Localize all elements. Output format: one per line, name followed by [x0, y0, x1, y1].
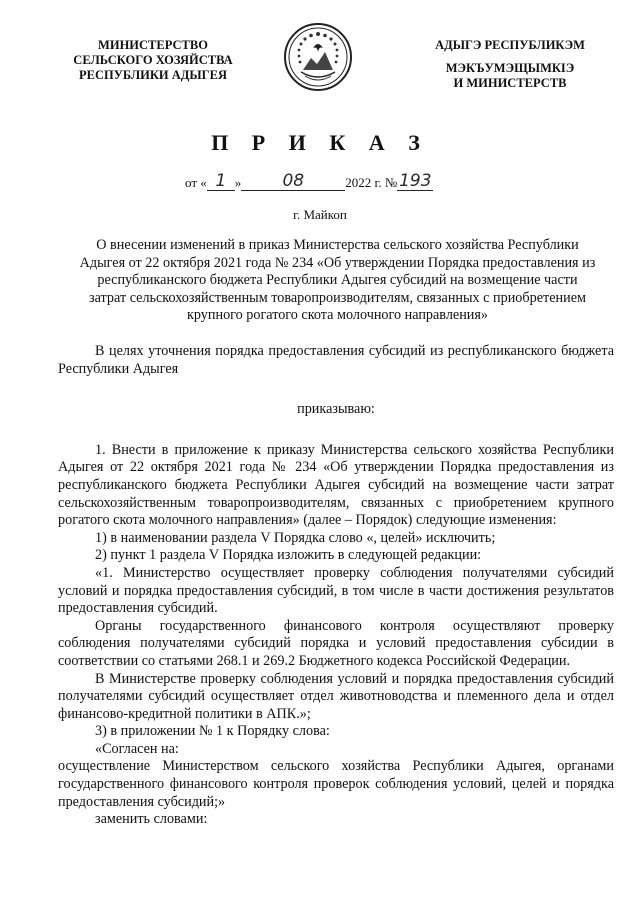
document-title: П Р И К А З: [211, 130, 429, 155]
subject-line: крупного рогатого скота молочного направления»: [186, 307, 489, 323]
subject-line: Адыгея от 22 октября 2021 года № 234 «Об утверждении Порядка предоставления из: [79, 254, 596, 271]
paragraph-1-item-4: заменить словами:: [95, 811, 208, 828]
paragraph-1: 1. Внести в приложение к приказу Министерства сельского хозяйства Республики Адыгея от 22 октября 2021 года № 234 «Об утверждении Порядка предоставления из республиканского бюджета Республики Адыгея субсидий на возмещение части затрат сельскохозяйственным товаропроизводителям, связанных с приобретением крупного рогатого скота молочного направления» (далее – Порядок) следующие изменения:: [58, 441, 614, 529]
subject-line: республиканского бюджета Республики Адыгея субсидий на возмещение части: [97, 272, 578, 288]
order-body: [58, 343, 614, 829]
paragraph-1-item-2: 2) пункт 1 раздела V Порядка изложить в следующей редакции:: [95, 547, 482, 564]
order-subject: [60, 237, 615, 325]
ministry-name-line: СЕЛЬСКОГО ХОЗЯЙСТВА: [73, 53, 233, 67]
paragraph-1-item-1: 1) в наименовании раздела V Порядка слово «, целей» исключить;: [95, 529, 496, 546]
date-mid: »: [234, 175, 242, 190]
order-number: 193: [399, 171, 432, 191]
ministry-name-line: МИНИСТЕРСТВО: [98, 38, 208, 52]
ministry-name-line: И МИНИСТЕРСТВ: [453, 76, 567, 90]
ministry-name-adyghe: [400, 38, 620, 91]
date-year: 2022 г. №: [345, 175, 398, 190]
subject-line: затрат сельскохозяйственным товаропроизводителям, связанных с приобретением: [89, 289, 586, 306]
order-date-line: [185, 172, 485, 191]
date-month: 08: [241, 172, 345, 191]
quoted-paragraph: «1. Министерство осуществляет проверку соблюдения получателями субсидий условий и порядка предоставления субсидий, в том числе в части достижения результатов предоставления субсидий.: [58, 564, 614, 617]
quoted-paragraph: «Согласен на:: [95, 740, 179, 757]
ministry-name-line: РЕСПУБЛИКИ АДЫГЕЯ: [78, 68, 228, 82]
quoted-paragraph: Органы государственного финансового контроля осуществляют проверку соблюдения получателями субсидий порядка и условий предоставления субсидии в соответствии со статьями 268.1 и 269.2 Бюджетного кодекса Российской Федерации.: [58, 617, 614, 669]
subject-line: О внесении изменений в приказ Министерства сельского хозяйства Республики: [96, 237, 579, 253]
date-prefix: от «: [185, 175, 207, 190]
ministry-name-line: АДЫГЭ РЕСПУБЛИКЭМ: [435, 38, 585, 52]
quoted-paragraph: В Министерстве проверку соблюдения условий и порядка предоставления субсидий получателями субсидий осуществляет отдел животноводства и племенного дела и отдел финансово-кредитной политики в АПК.»;: [58, 670, 614, 722]
republic-emblem-icon: [283, 22, 353, 92]
ministry-name-russian: [48, 38, 258, 83]
date-day: 1: [207, 172, 235, 191]
ministry-name-line: МЭКЪУМЭЩЫМКIЭ: [445, 61, 575, 75]
preamble-paragraph: В целях уточнения порядка предоставления субсидий из республиканского бюджета Республики Адыгея: [58, 343, 614, 377]
paragraph-1-item-3: 3) в приложении № 1 к Порядку слова:: [95, 723, 330, 740]
city-name: г. Майкоп: [293, 207, 347, 222]
order-word: приказываю:: [297, 401, 375, 418]
quoted-paragraph: осуществление Министерством сельского хозяйства Республики Адыгея, органами государственного финансового контроля проверок соблюдения условий, целей и порядка предоставления субсидий;»: [58, 758, 614, 810]
